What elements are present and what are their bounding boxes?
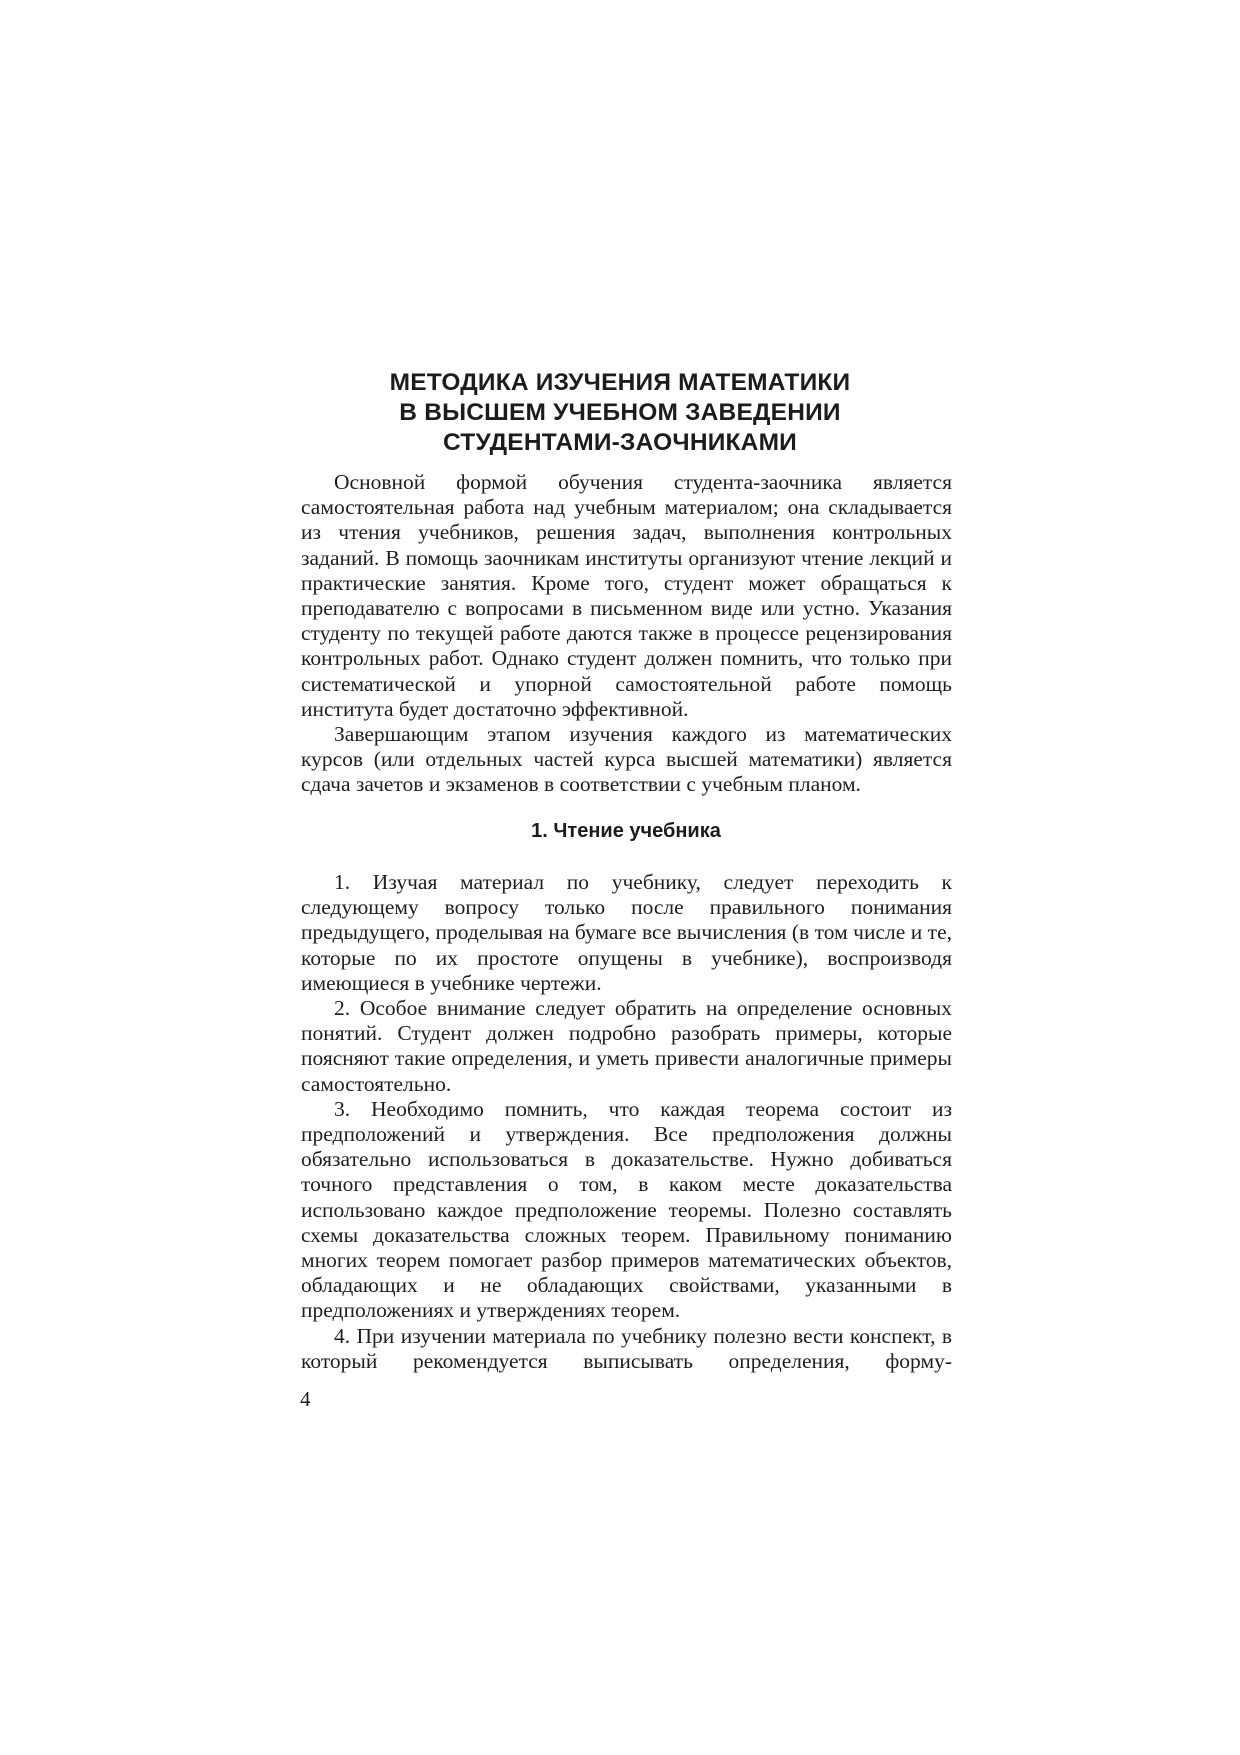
page-number: 4	[300, 1387, 311, 1411]
intro-paragraph-1: Основной формой обучения студента-заочника является самостоятельная работа над учебным материалом; она складывается из чтения учебников, решения задач, выполнения контрольных заданий. В помощь заочникам институты организуют чтение лекций и практические занятия. Кроме того, студент может обращаться к преподавателю с вопросами в письменном виде или устно. Указания студенту по текущей работе даются также в процессе рецензирования контрольных работ. Однако студент должен помнить, что только при систематической и упорной самостоятельной работе помощь института будет достаточно эффективной.	[301, 470, 952, 721]
page-title	[300, 368, 940, 458]
list-item-1: 1. Изучая материал по учебнику, следует переходить к следующему вопросу только после правильного понимания предыдущего, проделывая на бумаге все вычисления (в том числе и те, которые по их простоте опущены в учебнике), воспроизводя имеющиеся в учебнике чертежи.	[301, 870, 952, 995]
section-items	[301, 870, 952, 1374]
intro-paragraph-2: Завершающим этапом изучения каждого из математических курсов (или отдельных частей курса высшей математики) является сдача зачетов и экзаменов в соответствии с учебным планом.	[301, 722, 952, 797]
section-heading: 1. Чтение учебника	[531, 820, 721, 842]
title-line-3: СТУДЕНТАМИ-ЗАОЧНИКАМИ	[443, 429, 797, 456]
list-item-4: 4. При изучении материала по учебнику полезно вести конспект, в который рекомендуется выписывать определения, форму-	[301, 1323, 952, 1373]
list-item-3: 3. Необходимо помнить, что каждая теорема состоит из предположений и утверждения. Все предположения должны обязательно использоваться в доказательстве. Нужно добиваться точного представления о том, в каком месте доказательства использовано каждое предположение теоремы. Полезно составлять схемы доказательства сложных теорем. Правильному пониманию многих теорем помогает разбор примеров математических объектов, обладающих и не обладающих свойствами, указанными в предположениях и утверждениях теорем.	[301, 1096, 952, 1323]
title-line-1: МЕТОДИКА ИЗУЧЕНИЯ МАТЕМАТИКИ	[389, 369, 851, 396]
title-line-2: В ВЫСШЕМ УЧЕБНОМ ЗАВЕДЕНИИ	[399, 399, 841, 426]
intro-section	[301, 470, 952, 798]
list-item-2: 2. Особое внимание следует обратить на определение основных понятий. Студент должен подробно разобрать примеры, которые поясняют такие определения, и уметь привести аналогичные примеры самостоятельно.	[301, 996, 952, 1096]
